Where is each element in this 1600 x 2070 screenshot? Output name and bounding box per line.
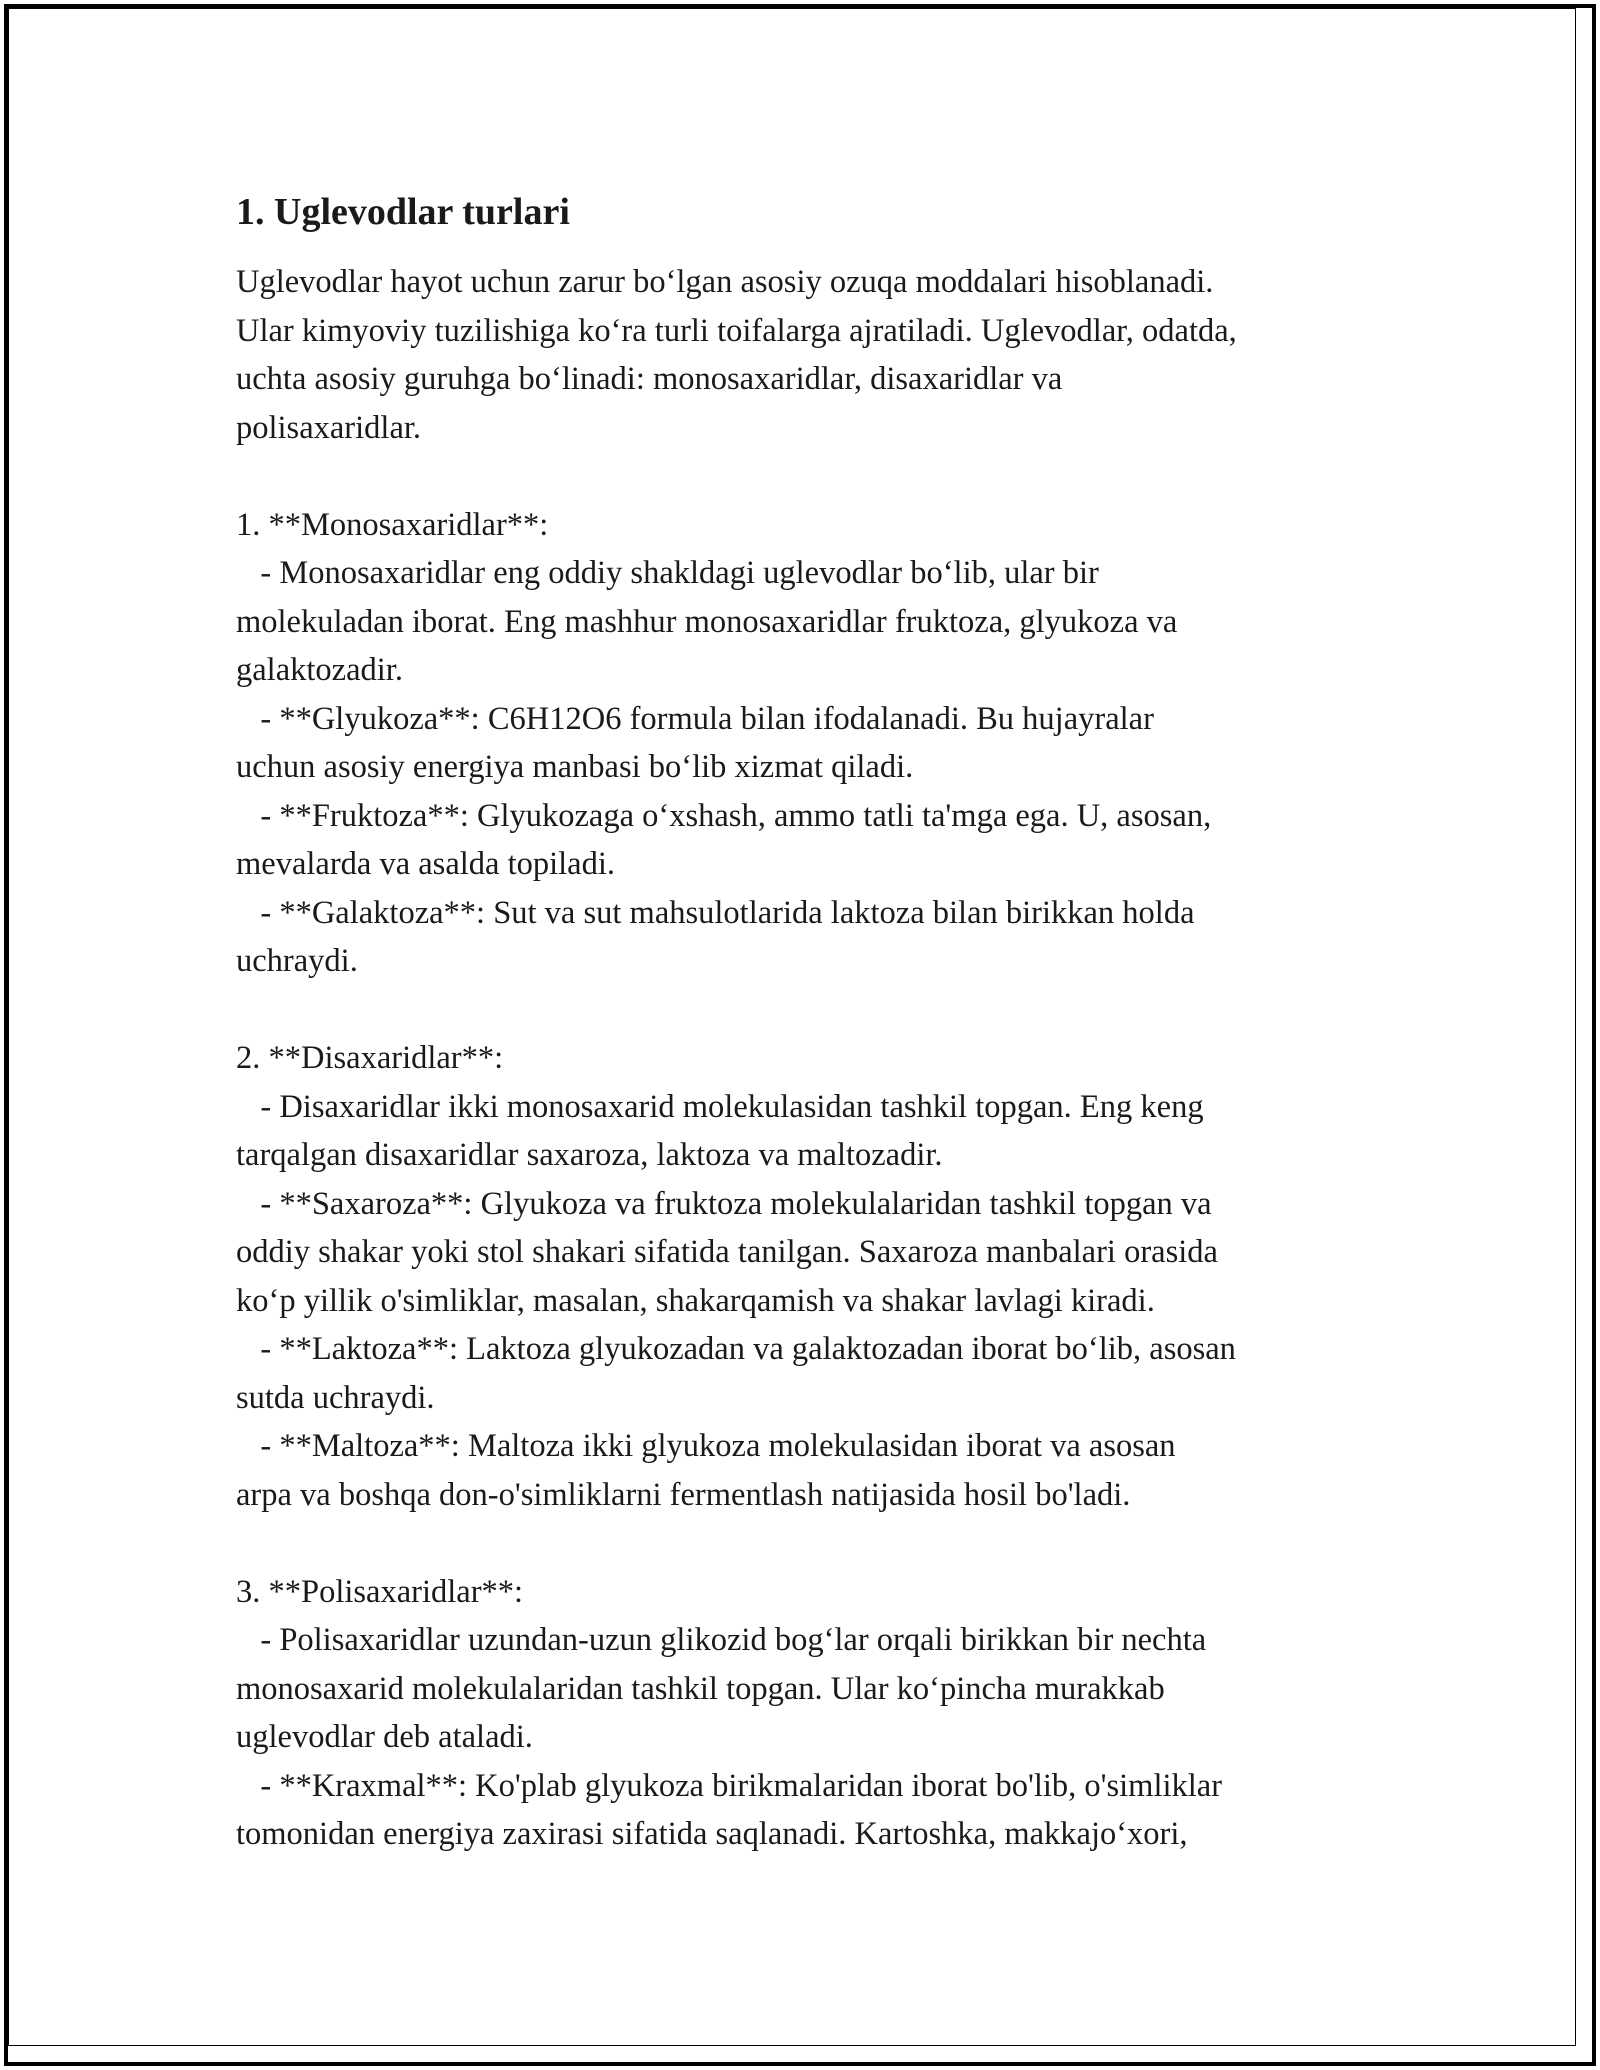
text-line: - **Fruktoza**: Glyukozaga o‘xshash, ammo tatli ta'mga ega. U, asosan, <box>236 797 1212 834</box>
document-body <box>236 186 1416 1859</box>
list-heading-disaxaridlar: 2. **Disaxaridlar**: <box>236 1040 504 1076</box>
text-line: - **Glyukoza**: C6H12O6 formula bilan ifodalanadi. Bu hujayralar <box>236 700 1154 737</box>
text-line: oddiy shakar yoki stol shakari sifatida tanilgan. Saxaroza manbalari orasida <box>236 1234 1218 1270</box>
section-heading: 1. Uglevodlar turlari <box>236 191 570 233</box>
list-heading-polisaxaridlar: 3. **Polisaxaridlar**: <box>236 1573 524 1610</box>
list-heading-monosaxaridlar: 1. **Monosaxaridlar**: <box>236 506 549 543</box>
text-line: tomonidan energiya zaxirasi sifatida saqlanadi. Kartoshka, makkajo‘xori, <box>236 1816 1188 1852</box>
text-line: - Monosaxaridlar eng oddiy shakldagi uglevodlar bo‘lib, ular bir <box>236 555 1099 591</box>
text-line: Ular kimyoviy tuzilishiga ko‘ra turli toifalarga ajratiladi. Uglevodlar, odatda, <box>236 312 1237 349</box>
text-line: uchun asosiy energiya manbasi bo‘lib xizmat qiladi. <box>236 749 914 785</box>
text-line: - **Kraxmal**: Ko'plab glyukoza birikmalaridan iborat bo'lib, o'simliklar <box>236 1767 1223 1804</box>
text-line: - **Saxaroza**: Glyukoza va fruktoza molekulalaridan tashkil topgan va <box>236 1185 1212 1222</box>
text-line: Uglevodlar hayot uchun zarur bo‘lgan asosiy ozuqa moddalari hisoblanadi. <box>236 264 1214 300</box>
text-line: polisaxaridlar. <box>236 409 422 446</box>
text-line: galaktozadir. <box>236 652 403 688</box>
text-line: molekuladan iborat. Eng mashhur monosaxaridlar fruktoza, glyukoza va <box>236 603 1178 640</box>
text-line: arpa va boshqa don-o'simliklarni fermentlash natijasida hosil bo'ladi. <box>236 1476 1131 1513</box>
text-line: - **Laktoza**: Laktoza glyukozadan va galaktozadan iborat bo‘lib, asosan <box>236 1331 1236 1367</box>
blank-line <box>236 452 1416 501</box>
text-line: uchraydi. <box>236 943 358 979</box>
text-line: - Polisaxaridlar uzundan-uzun glikozid bog‘lar orqali birikkan bir nechta <box>236 1622 1207 1658</box>
text-line: tarqalgan disaxaridlar saxaroza, laktoza va maltozadir. <box>236 1137 943 1173</box>
text-line: - **Maltoza**: Maltoza ikki glyukoza molekulasidan iborat va asosan <box>236 1428 1176 1464</box>
text-line: sutda uchraydi. <box>236 1379 435 1416</box>
text-line: monosaxarid molekulalaridan tashkil topgan. Ular ko‘pincha murakkab <box>236 1670 1165 1707</box>
blank-line <box>236 1519 1416 1568</box>
blank-line <box>236 986 1416 1035</box>
text-line: - **Galaktoza**: Sut va sut mahsulotlarida laktoza bilan birikkan holda <box>236 894 1195 931</box>
text-line: uchta asosiy guruhga bo‘linadi: monosaxaridlar, disaxaridlar va <box>236 361 1063 397</box>
text-line: mevalarda va asalda topiladi. <box>236 846 616 882</box>
text-line: - Disaxaridlar ikki monosaxarid molekulasidan tashkil topgan. Eng keng <box>236 1088 1204 1125</box>
text-line: uglevodlar deb ataladi. <box>236 1719 533 1755</box>
text-line: ko‘p yillik o'simliklar, masalan, shakarqamish va shakar lavlagi kiradi. <box>236 1282 1155 1319</box>
